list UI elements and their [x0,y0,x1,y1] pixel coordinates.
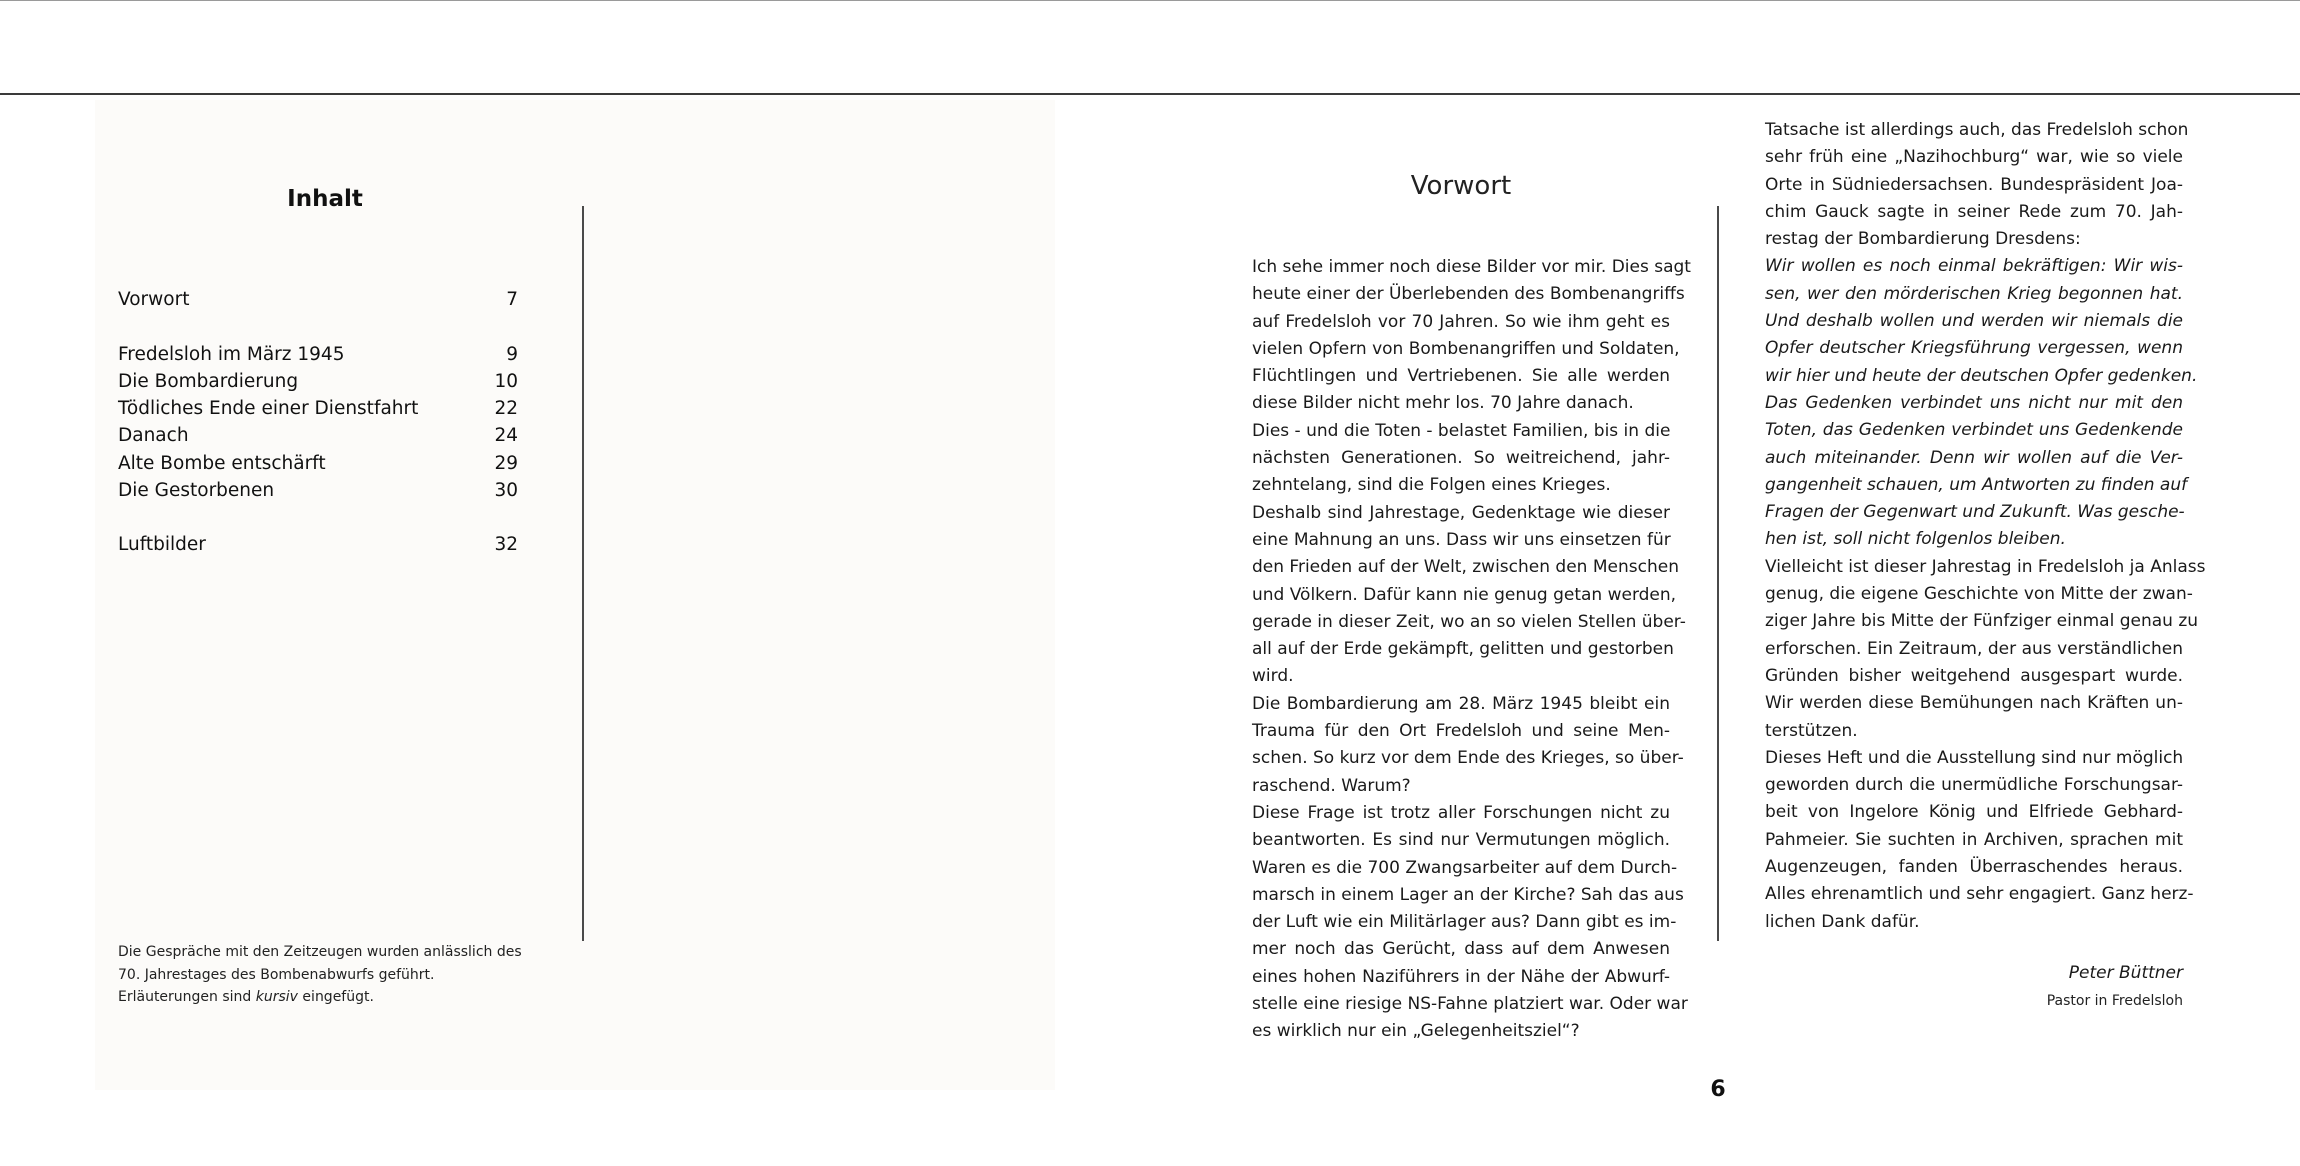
toc-entry[interactable] [118,478,518,504]
toc-entry-page: 29 [494,453,518,474]
foreword-line: Das Gedenken verbindet uns nicht nur mit den [1765,392,2183,413]
foreword-line: Opfer deutscher Kriegsführung vergessen, wenn [1765,338,2183,359]
toc-entry-title: Vorwort [118,289,190,310]
header-rule [0,93,2300,95]
foreword-line: marsch in einem Lager an der Kirche? Sah das aus [1252,884,1684,905]
foreword-line: schen. So kurz vor dem Ende des Krieges, so über- [1252,748,1684,769]
foreword-line: Die Bombardierung am 28. März 1945 bleibt ein [1252,693,1670,714]
foreword-line: den Frieden auf der Welt, zwischen den Menschen [1252,557,1679,578]
toc-entry-page: 10 [494,371,518,392]
foreword-line: Trauma für den Ort Fredelsloh und seine Men- [1252,721,1670,742]
column-divider [1717,206,1719,941]
foreword-line: Flüchtlingen und Vertriebenen. Sie alle werden [1252,366,1670,387]
footnote-text: eingefügt. [297,989,374,1005]
toc-entry[interactable] [118,396,518,422]
toc-entry-title: Luftbilder [118,534,206,555]
foreword-line: Ich sehe immer noch diese Bilder vor mir. Dies sagt [1252,257,1691,277]
foreword-title: Vorwort [1410,171,1512,201]
foreword-line: hen ist, soll nicht folgenlos bleiben. [1765,529,2066,550]
foreword-line: wird. [1252,666,1294,687]
foreword-line: nächsten Generationen. So weitreichend, jahr- [1252,448,1670,469]
foreword-line: erforschen. Ein Zeitraum, der aus verständlichen [1765,638,2183,659]
toc-entry-title: Alte Bombe entschärft [118,453,326,474]
foreword-line: Fragen der Gegenwart und Zukunft. Was gesche- [1765,502,2185,523]
foreword-line: diese Bilder nicht mehr los. 70 Jahre danach. [1252,393,1634,414]
toc-divider [582,206,584,941]
foreword-line: terstützen. [1765,720,1858,741]
foreword-line: auch miteinander. Denn wir wollen auf die Ver- [1765,447,2183,468]
foreword-line: chim Gauck sagte in seiner Rede zum 70. Jah- [1765,201,2183,222]
toc-entry[interactable] [118,451,518,477]
foreword-line: heute einer der Überlebenden des Bombenangriffs [1252,284,1685,305]
foreword-line: Tatsache ist allerdings auch, das Fredelsloh schon [1765,120,2189,140]
foreword-line: Und deshalb wollen und werden wir niemals die [1765,311,2183,332]
toc-entry-page: 9 [506,344,518,365]
foreword-line: lichen Dank dafür. [1765,911,1920,932]
foreword-line: Dieses Heft und die Ausstellung sind nur möglich [1765,747,2184,768]
footnote-line: Die Gespräche mit den Zeitzeugen wurden anlässlich des [118,944,522,960]
toc-entry-page: 7 [506,289,518,310]
foreword-line: mer noch das Gerücht, dass auf dem Anwesen [1252,939,1670,960]
signature-role: Pastor in Fredelsloh [2046,993,2183,1009]
foreword-line: es wirklich nur ein „Gelegenheitsziel“? [1252,1021,1580,1042]
foreword-line: eines hohen Naziführers in der Nähe der Abwurf- [1252,966,1670,987]
foreword-line: auf Fredelsloh vor 70 Jahren. So wie ihm geht es [1252,311,1670,332]
foreword-line: Deshalb sind Jahrestage, Gedenktage wie dieser [1252,502,1670,523]
foreword-line: Waren es die 700 Zwangsarbeiter auf dem Durch- [1252,857,1678,878]
top-edge-rule [0,0,2300,1]
foreword-line: genug, die eigene Geschichte von Mitte der zwan- [1765,584,2193,605]
toc-title: Inhalt [287,186,363,212]
foreword-line: Vielleicht ist dieser Jahrestag in Fredelsloh ja Anlass [1765,556,2206,577]
foreword-line: vielen Opfern von Bombenangriffen und Soldaten, [1252,338,1680,359]
foreword-line: sehr früh eine „Nazihochburg“ war, wie so viele [1765,147,2183,168]
foreword-line: wir hier und heute der deutschen Opfer gedenken. [1765,365,2198,386]
foreword-line: und Völkern. Dafür kann nie genug getan werden, [1252,584,1677,605]
foreword-line: restag der Bombardierung Dresdens: [1765,229,2081,250]
toc-entry-title: Die Gestorbenen [118,480,275,501]
signature-name: Peter Büttner [2068,963,2183,983]
foreword-line: stelle eine riesige NS-Fahne platziert war. Oder war [1252,994,1688,1015]
toc-entry-title: Danach [118,425,189,446]
foreword-line: eine Mahnung an uns. Dass wir uns einsetzen für [1252,529,1671,550]
toc-entry-title: Fredelsloh im März 1945 [118,344,345,365]
foreword-line: zehntelang, sind die Folgen eines Krieges. [1252,475,1611,496]
foreword-line: Pahmeier. Sie suchten in Archiven, sprachen mit [1765,829,2183,850]
page-number: 6 [1710,1077,1726,1102]
foreword-line: Alles ehrenamtlich und sehr engagiert. Ganz herz- [1765,884,2194,905]
foreword-line: ziger Jahre bis Mitte der Fünfziger einmal genau zu [1765,611,2199,632]
toc-entry-title: Die Bombardierung [118,371,299,392]
foreword-line: gerade in dieser Zeit, wo an so vielen Stellen über- [1252,611,1686,632]
foreword-line: sen, wer den mörderischen Krieg begonnen hat. [1765,283,2183,304]
foreword-line: der Luft wie ein Militärlager aus? Dann gibt es im- [1252,912,1677,933]
foreword-line: raschend. Warum? [1252,775,1411,796]
toc-entry[interactable] [118,423,518,449]
footnote-line [118,986,538,1009]
foreword-column-2 [1765,117,2206,936]
footnote-text: Erläuterungen sind [118,989,256,1005]
foreword-line: Wir wollen es noch einmal bekräftigen: Wir wis- [1765,256,2183,277]
foreword-line: geworden durch die unermüdliche Forschungsar- [1765,775,2183,796]
toc-entry-title: Tödliches Ende einer Dienstfahrt [118,398,419,419]
footnote-italic-word: kursiv [255,989,298,1005]
toc-footnote [118,941,538,1009]
foreword-line: Dies - und die Toten - belastet Familien, bis in die [1252,420,1671,441]
foreword-line: all auf der Erde gekämpft, gelitten und gestorben [1252,639,1674,660]
foreword-line: Toten, das Gedenken verbindet uns Gedenkende [1765,420,2183,441]
foreword-line: Augenzeugen, fanden Überraschendes heraus. [1765,857,2183,878]
toc-entry-page: 30 [494,480,518,501]
toc-entry-page: 32 [494,534,518,555]
toc-entry[interactable] [118,342,518,368]
foreword-line: Diese Frage ist trotz aller Forschungen nicht zu [1252,802,1670,823]
footnote-line: 70. Jahrestages des Bombenabwurfs geführt. [118,966,435,983]
toc-entry-page: 22 [494,398,518,419]
foreword-line: beit von Ingelore König und Elfriede Gebhard- [1765,802,2183,823]
foreword-line: Gründen bisher weitgehend ausgespart wurde. [1765,665,2183,686]
foreword-column-1 [1252,254,1691,1046]
toc-entry[interactable] [118,287,518,313]
foreword-line: Wir werden diese Bemühungen nach Kräften un- [1765,693,2183,714]
foreword-line: beantworten. Es sind nur Vermutungen möglich. [1252,830,1670,851]
toc-entry[interactable] [118,532,518,558]
toc-entry[interactable] [118,369,518,395]
foreword-line: gangenheit schauen, um Antworten zu finden auf [1765,474,2188,495]
toc-entry-page: 24 [494,425,518,446]
foreword-line: Orte in Südniedersachsen. Bundespräsident Joa- [1765,174,2183,195]
